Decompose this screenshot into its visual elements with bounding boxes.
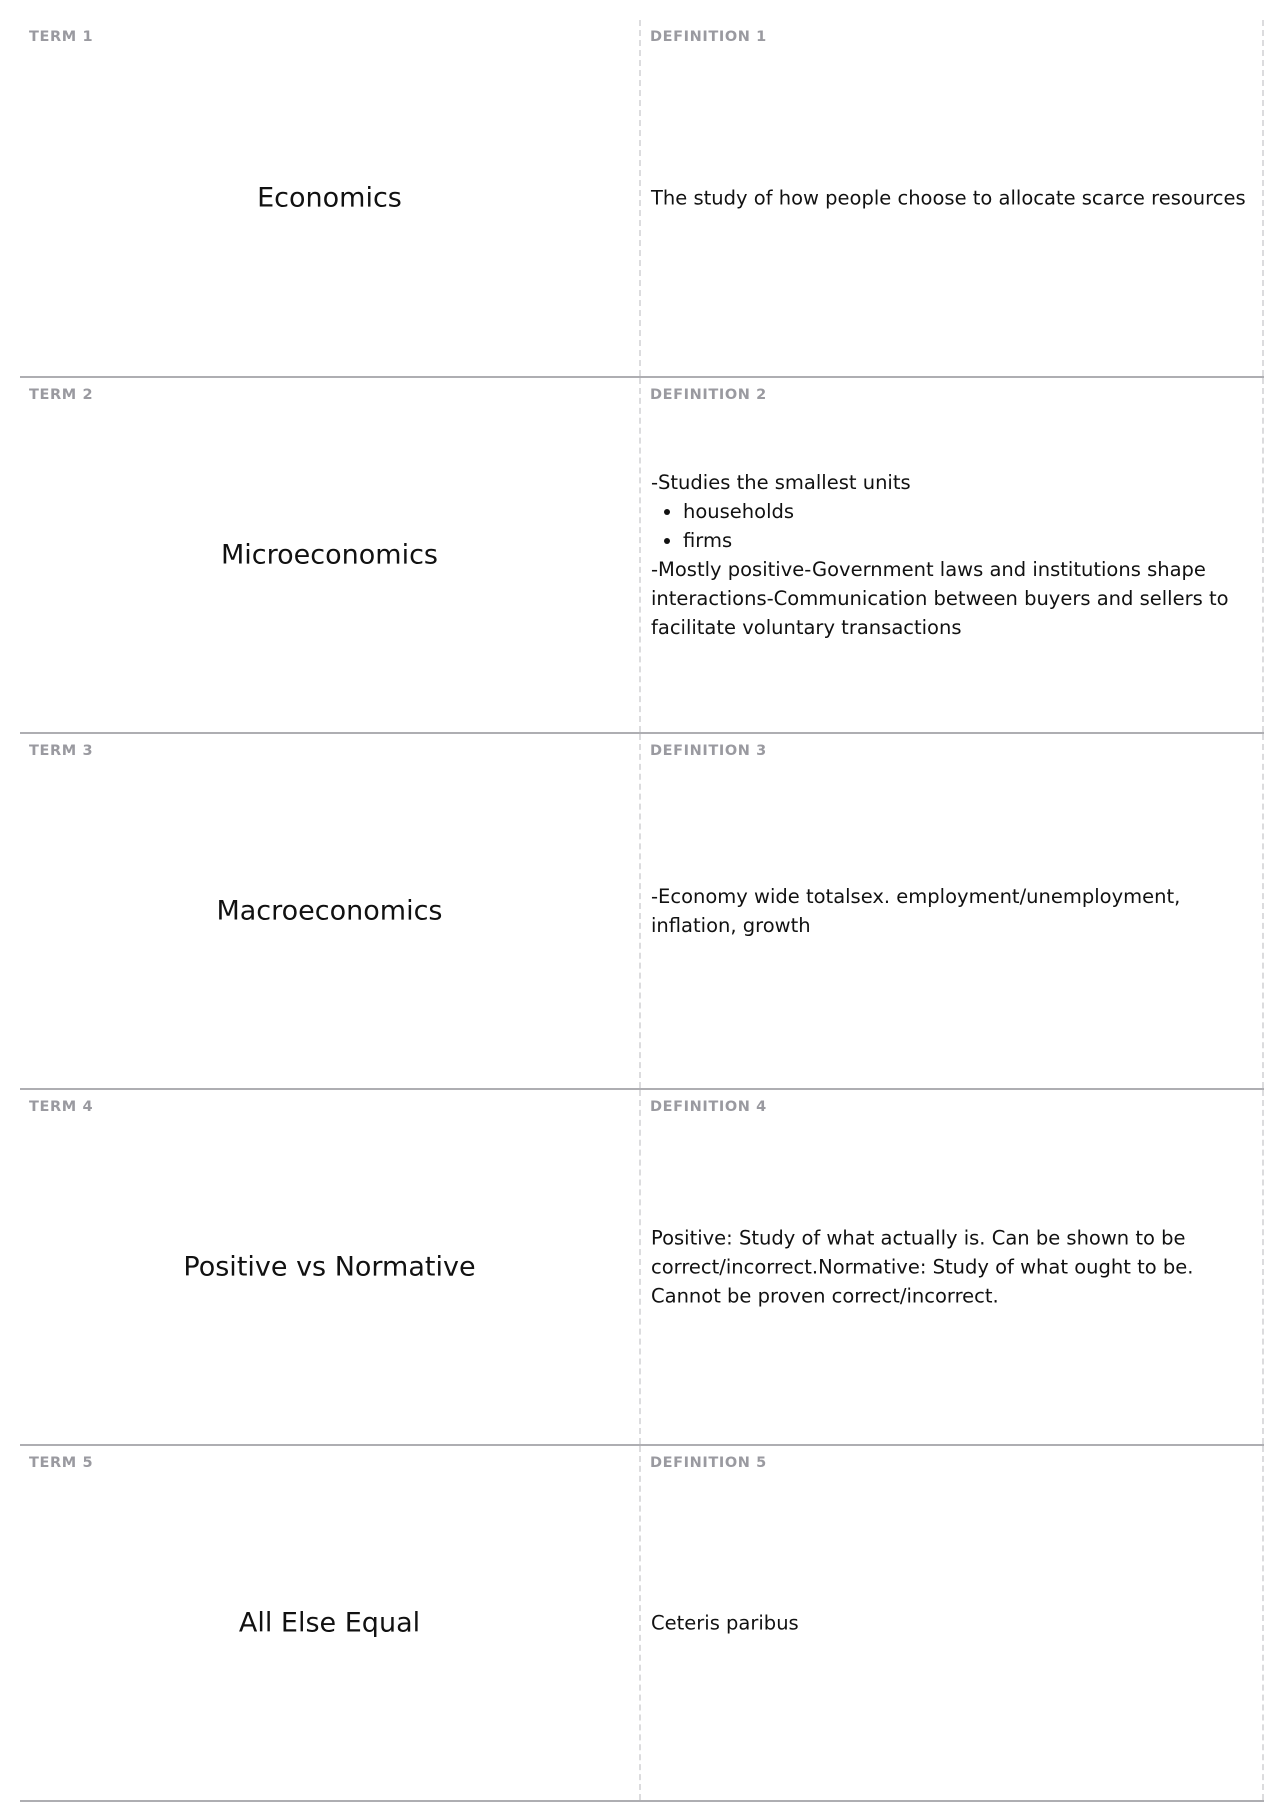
- definition-cell: [641, 20, 1264, 376]
- definition-cell: [641, 1446, 1264, 1800]
- definition-bullet: • households: [683, 497, 1250, 526]
- term-text: All Else Equal: [238, 1607, 421, 1639]
- term-text: Economics: [257, 182, 402, 214]
- term-cell: [20, 20, 641, 376]
- definition-paragraph: Ceteris paribus: [651, 1611, 799, 1635]
- term-cell: [20, 378, 641, 732]
- term-label: TERM 5: [29, 1455, 94, 1471]
- flashcard-row: [20, 378, 1264, 734]
- term-cell: [20, 1446, 641, 1800]
- definition-cell: [641, 734, 1264, 1088]
- definition-text: [651, 184, 1250, 213]
- term-text: Positive vs Normative: [183, 1251, 476, 1283]
- term-label: TERM 1: [29, 29, 94, 45]
- flashcard-row: [20, 20, 1264, 378]
- definition-label: DEFINITION 3: [650, 743, 767, 759]
- term-label: TERM 3: [29, 743, 94, 759]
- definition-label: DEFINITION 4: [650, 1099, 767, 1115]
- definition-text: [651, 1609, 1250, 1638]
- definition-paragraph: Positive: Study of what actually is. Can be shown to be correct/incorrect.Normative: Study of what ought to be. Cannot be proven correct/incorrect.: [651, 1226, 1194, 1308]
- definition-cell: [641, 378, 1264, 732]
- definition-paragraph: -Studies the smallest units: [651, 471, 911, 494]
- flashcard-row: [20, 1090, 1264, 1446]
- definition-bullet: • firms: [683, 526, 1250, 555]
- definition-paragraph: -Mostly positive-Government laws and institutions shape interactions-Communication between buyers and sellers to facilitate voluntary transactions: [651, 558, 1229, 639]
- definition-bullet-list: [651, 497, 1250, 555]
- flashcard-row: [20, 734, 1264, 1090]
- term-cell: [20, 1090, 641, 1444]
- flashcard-sheet: [20, 20, 1264, 1802]
- definition-text: [651, 882, 1250, 940]
- term-text: Microeconomics: [221, 539, 438, 571]
- term-label: TERM 2: [29, 387, 94, 403]
- term-label: TERM 4: [29, 1099, 94, 1115]
- definition-paragraph: -Economy wide totalsex. employment/unemployment, inflation, growth: [651, 885, 1181, 937]
- definition-label: DEFINITION 5: [650, 1455, 767, 1471]
- definition-text: [651, 468, 1250, 642]
- definition-label: DEFINITION 2: [650, 387, 767, 403]
- definition-cell: [641, 1090, 1264, 1444]
- flashcard-row: [20, 1446, 1264, 1802]
- definition-text: [651, 1224, 1250, 1311]
- term-cell: [20, 734, 641, 1088]
- definition-paragraph: The study of how people choose to allocate scarce resources: [651, 186, 1246, 210]
- definition-label: DEFINITION 1: [650, 29, 767, 45]
- term-text: Macroeconomics: [216, 895, 443, 927]
